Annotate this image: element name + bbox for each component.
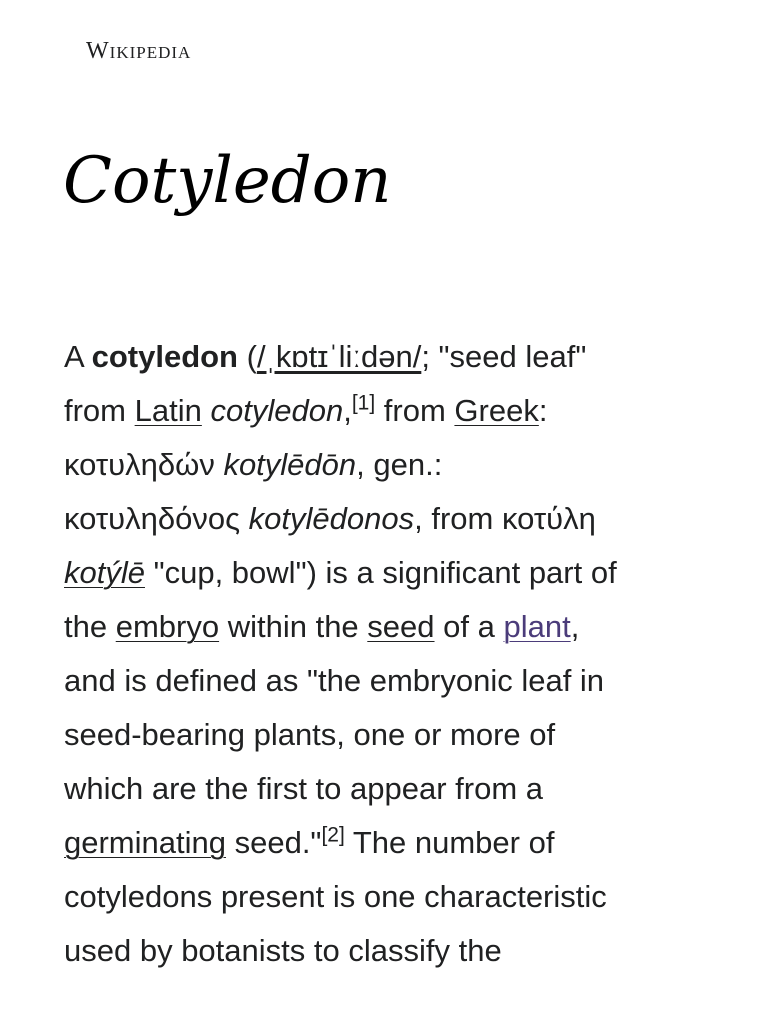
link-germinating[interactable]: germinating xyxy=(64,825,226,860)
bold-term: cotyledon xyxy=(91,339,238,374)
page-title: Cotyledon xyxy=(63,144,392,218)
reference-2-link[interactable]: [2] xyxy=(321,823,345,847)
wikipedia-wordmark[interactable]: Wikipedia xyxy=(86,38,192,64)
link-latin[interactable]: Latin xyxy=(134,393,202,428)
text-line xyxy=(64,330,704,384)
text: , from κοτύλη xyxy=(414,501,596,536)
link-seed[interactable]: seed xyxy=(367,609,435,644)
reference-1[interactable] xyxy=(352,392,375,415)
italic-term: cotyledon xyxy=(210,393,344,428)
text: : xyxy=(538,393,548,428)
text-line xyxy=(64,492,704,546)
pronunciation-link[interactable]: /ˌkɒtɪˈliːdən/ xyxy=(256,339,422,374)
text: , gen.: xyxy=(356,447,443,482)
link-embryo[interactable]: embryo xyxy=(115,609,220,644)
text-line: cotyledons present is one characteristic xyxy=(64,879,607,914)
link-greek[interactable]: Greek xyxy=(454,393,539,428)
text: ; "seed leaf" xyxy=(421,339,587,374)
text: within the xyxy=(219,609,368,644)
text-line: which are the first to appear from a xyxy=(64,771,544,806)
text-line xyxy=(64,816,704,870)
text: from xyxy=(375,393,455,428)
text: the xyxy=(64,609,116,644)
text: , xyxy=(343,393,352,428)
text-line: and is defined as "the embryonic leaf in xyxy=(64,663,605,698)
reference-2[interactable] xyxy=(321,824,344,847)
text: A xyxy=(64,339,92,374)
article-body xyxy=(64,330,704,978)
text: , xyxy=(570,609,580,644)
text: The number of xyxy=(344,825,555,860)
text: seed." xyxy=(225,825,322,860)
italic-term: kotylēdōn xyxy=(223,447,357,482)
text: "cup, bowl") is a significant part of xyxy=(144,555,617,590)
italic-term: kotylēdonos xyxy=(248,501,415,536)
italic-term: kotýlē xyxy=(64,555,145,590)
greek-text: κοτυληδών xyxy=(64,447,224,482)
text: from xyxy=(64,393,135,428)
text: ( xyxy=(238,339,257,374)
text: of a xyxy=(434,609,504,644)
link-plant[interactable]: plant xyxy=(503,609,571,644)
link-kotyle[interactable] xyxy=(64,555,145,590)
greek-text: κοτυληδόνος xyxy=(64,501,249,536)
text-line xyxy=(64,600,704,654)
text-line: used by botanists to classify the xyxy=(64,933,502,968)
text-line xyxy=(64,546,704,600)
text-line xyxy=(64,438,704,492)
reference-1-link[interactable]: [1] xyxy=(351,391,376,415)
text-line: seed-bearing plants, one or more of xyxy=(64,717,556,752)
text-line xyxy=(64,384,704,438)
